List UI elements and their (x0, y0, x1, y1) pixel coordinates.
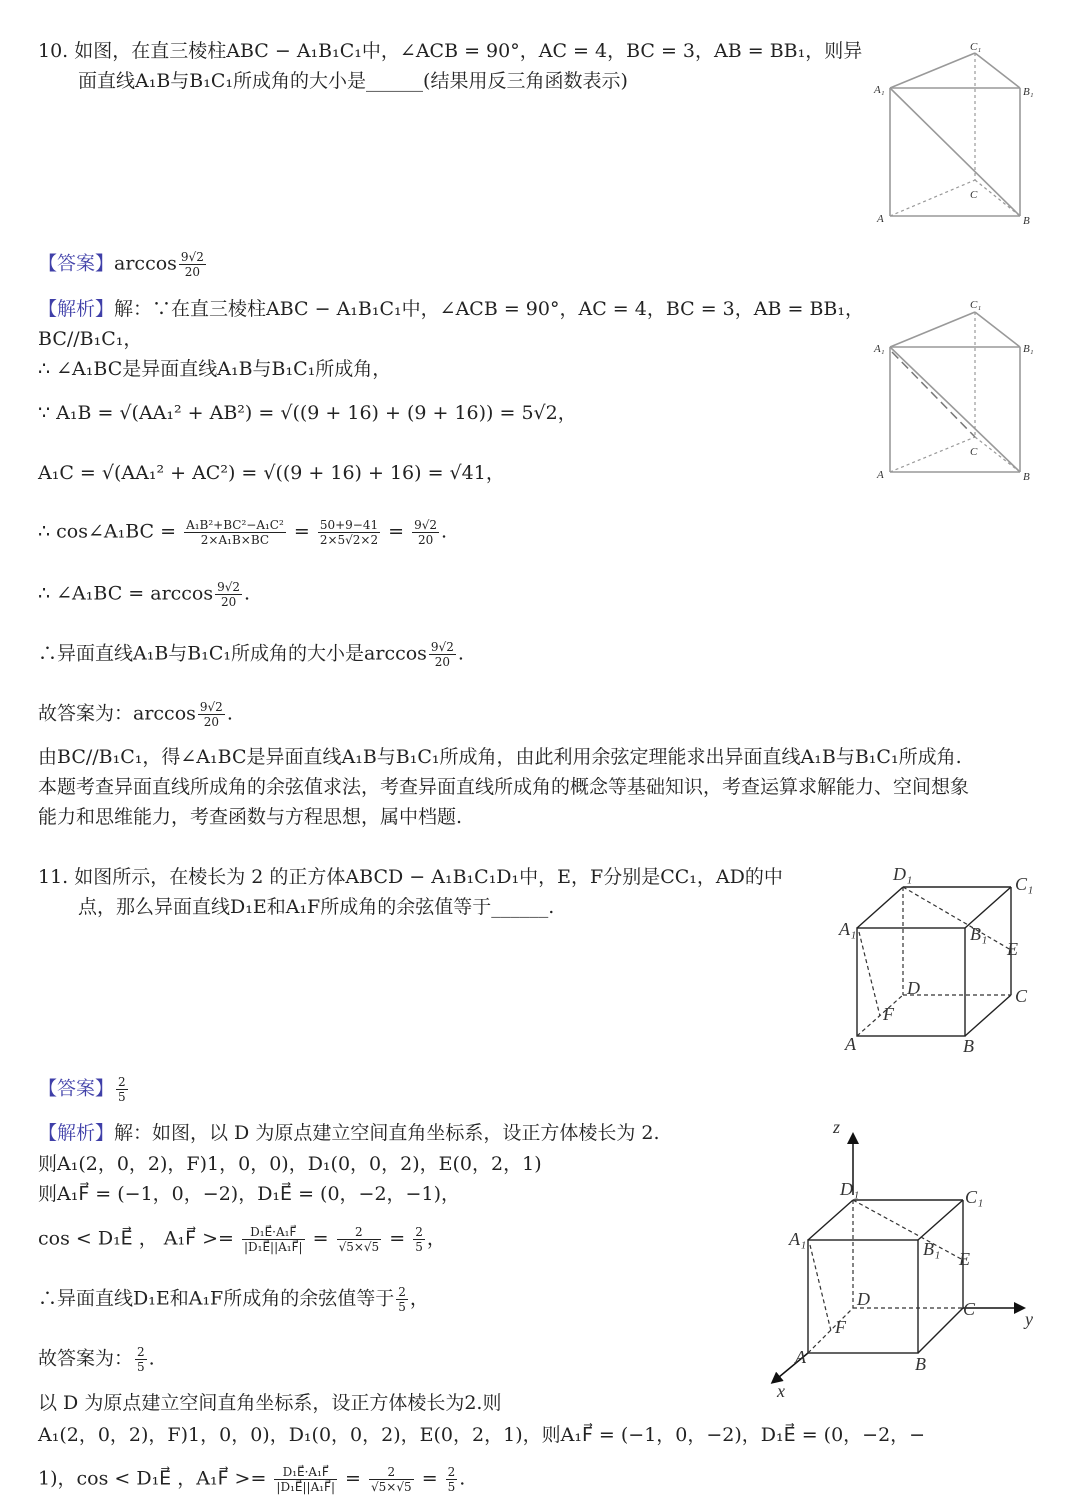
eq6-fraction (198, 700, 225, 729)
q10-eq5: ∴异面直线A₁B与B₁C₁所成角的大小是arccos $\frac{9√2}{20}$ . (38, 640, 464, 669)
analysis-tag: 【解析】 (38, 298, 115, 320)
fraction-denominator: √5×√5 (338, 1240, 380, 1254)
fraction-denominator: 5 (415, 1240, 423, 1254)
q10-number: 10. (38, 40, 69, 62)
fraction-denominator: 20 (434, 655, 451, 669)
cos-prefix: cos < D₁E⃗ ， A₁F⃗ >= (38, 1227, 234, 1250)
fraction-denominator: |D₁E⃗||A₁F⃗| (243, 1240, 303, 1254)
q10-eq1: ∵ A₁B = √(AA₁² + AB²) = √((9 + 16) + (9 + 16)) = 5√2， (38, 402, 577, 424)
cos-fraction-3 (413, 1225, 425, 1254)
label-b1: B₁ (923, 1239, 941, 1259)
fraction-numerator: 2 (137, 1345, 145, 1359)
q11-analysis-line2: 则A₁(2，0，2)，F)1，0，0)，D₁(0，0，2)，E(0，2，1) (38, 1153, 542, 1175)
label-a1: A₁ (874, 84, 885, 96)
fraction-numerator: 2 (118, 1075, 126, 1089)
label-y: y (1025, 1309, 1033, 1329)
q10-eq4: ∴ ∠A₁BC = arccos $\frac{9√2}{20}$ . (38, 580, 251, 609)
q11-conclusion: ∴异面直线D₁E和A₁F所成角的余弦值等于 $\frac{2}{5}$ ， (38, 1285, 429, 1314)
analysis-text: 解：如图，以 D 为原点建立空间直角坐标系，设正方体棱长为 2. (114, 1122, 660, 1144)
label-d: D (907, 978, 920, 998)
eq3-fraction-2 (318, 518, 380, 547)
label-d: D (857, 1289, 870, 1309)
fraction-numerator: 2 (369, 1465, 414, 1480)
fraction-denominator: 5 (447, 1480, 456, 1494)
fraction-numerator: 2 (447, 1465, 456, 1479)
answer-fraction (116, 1075, 128, 1104)
label-b1: B₁ (970, 924, 988, 944)
q11-coordinate-figure (755, 1115, 1080, 1400)
edge-a-c (890, 180, 975, 216)
label-a: A (795, 1347, 806, 1367)
fraction-denominator: 2×5√2×2 (319, 533, 379, 547)
fraction-numerator: 9√2 (430, 640, 454, 654)
fraction-numerator: D₁E⃗·A₁F⃗ (274, 1465, 337, 1480)
fraction-numerator: A₁B²+BC²−A₁C² (186, 518, 284, 532)
fraction-denominator: 20 (184, 265, 200, 279)
q11-analysis-line1 (38, 1120, 660, 1146)
cos-fraction-2 (337, 1225, 382, 1254)
label-a1: A₁ (874, 343, 885, 355)
fraction-numerator: 2 (337, 1225, 382, 1240)
fraction-denominator: 5 (137, 1360, 145, 1374)
q10-stem-line1 (38, 38, 862, 64)
label-z: z (833, 1117, 841, 1137)
conclusion-fraction (396, 1285, 408, 1314)
label-a1: A₁ (789, 1229, 807, 1249)
eq6-prefix: 故答案为：arccos (38, 702, 196, 725)
q10-analysis-line3: ∴ ∠A₁BC是异面直线A₁B与B₁C₁所成角， (38, 358, 392, 380)
label-c1: C₁ (970, 41, 982, 53)
segment-d1-e (853, 1200, 963, 1260)
summary-fraction-1 (274, 1465, 337, 1494)
fraction-denominator: |D₁E⃗||A₁F⃗| (276, 1480, 335, 1494)
equals: = (345, 1467, 361, 1490)
equals: = (389, 1227, 406, 1250)
q10-eq3: ∴ cos∠A₁BC = $\frac{\text{A₁B²+BC²−A₁C²}}{\text{2×A₁B×BC}}$ = $\frac{50+9-41}{2\times 5√2\times 2}$ = $\frac{9√2}{20}$ . (38, 518, 448, 547)
fraction-numerator: D₁E⃗·A₁F⃗ (242, 1225, 305, 1240)
q11-answer (38, 1075, 130, 1104)
label-e: E (1007, 939, 1018, 959)
edge-a1-c1 (890, 53, 975, 88)
label-a: A (877, 213, 884, 225)
fraction-denominator: 2×A₁B×BC (200, 533, 270, 547)
label-f: F (835, 1317, 846, 1337)
edge-a1-b (890, 88, 1020, 216)
q11-stem-line1 (38, 864, 783, 890)
analysis-text: 解：∵在直三棱柱ABC − A₁B₁C₁中，∠ACB = 90°，AC = 4，BC = 3，AB = BB₁， (114, 298, 864, 320)
equals: = (388, 520, 405, 543)
q10-analysis-line2: BC//B₁C₁， (38, 328, 143, 350)
label-a: A (845, 1034, 856, 1054)
segment-a1-f (859, 932, 880, 1016)
q11-summary-line2: A₁(2，0，2)，F)1，0，0)，D₁(0，0，2)，E(0，2，1)，则A₁F⃗ = (−1，0，−2)，D₁E⃗ = (0，−2，− (38, 1424, 926, 1446)
segment-d1-e (903, 887, 1011, 950)
label-b1: B₁ (1023, 86, 1034, 98)
edge-c-b (975, 180, 1020, 216)
fraction-numerator: 9√2 (414, 518, 438, 532)
label-a1: A₁ (839, 919, 857, 939)
eq5-prefix: ∴异面直线A₁B与B₁C₁所成角的大小是arccos (38, 642, 427, 665)
equals: = (312, 1227, 329, 1250)
summary-fraction-2 (369, 1465, 414, 1494)
summary-cos-prefix: 1)，cos < D₁E⃗ ，A₁F⃗ >= (38, 1467, 267, 1490)
label-c1: C₁ (1015, 874, 1034, 894)
label-d1: D₁ (893, 864, 913, 884)
q10-prism-figure (870, 38, 1050, 233)
fraction-denominator: 20 (220, 595, 237, 609)
fraction-numerator: 9√2 (180, 250, 204, 264)
label-b1: B₁ (1023, 343, 1034, 355)
edge-a1-c-dashed (892, 352, 975, 437)
label-c: C (970, 189, 978, 201)
label-c1: C₁ (970, 299, 982, 311)
label-a: A (877, 469, 884, 481)
label-b: B (1023, 215, 1030, 227)
eq4-fraction (215, 580, 242, 609)
label-b: B (1023, 471, 1030, 483)
conclusion-prefix: ∴异面直线D₁E和A₁F所成角的余弦值等于 (38, 1287, 395, 1310)
fraction-numerator: 2 (398, 1285, 406, 1299)
fraction-numerator: 9√2 (217, 580, 241, 594)
label-b: B (963, 1036, 974, 1055)
eq3-fraction-3 (412, 518, 439, 547)
q10-solution-figure (870, 292, 1050, 487)
q11-final-answer: 故答案为： $\frac{2}{5}$ . (38, 1345, 155, 1374)
q11-summary-line3: 1)，cos < D₁E⃗ ，A₁F⃗ >= $\frac{\text{D₁E⃗·A₁F⃗}}{\text{|D₁E⃗||A₁F⃗|}}$ = $\frac{2}{√5\times√5}$ = $\frac{2}{5}$ . (38, 1465, 466, 1494)
analysis-tag: 【解析】 (38, 1122, 115, 1144)
label-c: C (970, 446, 978, 458)
final-fraction (135, 1345, 147, 1374)
equals: = (293, 520, 310, 543)
q10-stem-line2: 面直线A₁B与B₁C₁所成角的大小是______(结果用反三角函数表示) (78, 70, 628, 92)
label-b: B (915, 1354, 926, 1374)
answer-prefix: arccos (114, 252, 177, 275)
q11-stem-text: 如图所示，在棱长为 2 的正方体ABCD − A₁B₁C₁D₁中，E，F分别是CC₁，AD的中 (74, 866, 783, 888)
q11-summary-line1: 以 D 为原点建立空间直角坐标系，设正方体棱长为2.则 (38, 1392, 502, 1414)
q10-analysis-line1 (38, 296, 864, 322)
q10-stem-text: 如图，在直三棱柱ABC − A₁B₁C₁中，∠ACB = 90°，AC = 4，BC = 3，AB = BB₁，则异 (74, 40, 863, 62)
summary-fraction-3 (446, 1465, 458, 1494)
fraction-denominator: 20 (203, 715, 219, 729)
q10-summary-line2: 本题考查异面直线所成角的余弦值求法，考查异面直线所成角的概念等基础知识，考查运算求解能力、空间想象 (38, 776, 970, 798)
fraction-numerator: 2 (415, 1225, 423, 1239)
q10-summary-line3: 能力和思维能力，考查函数与方程思想，属中档题. (38, 806, 463, 828)
equals: = (421, 1467, 438, 1490)
eq3-prefix: ∴ cos∠A₁BC = (38, 520, 177, 543)
label-x: x (777, 1381, 785, 1400)
final-prefix: 故答案为： (38, 1347, 134, 1370)
answer-tag: 【答案】 (38, 1077, 115, 1100)
answer-fraction (179, 250, 206, 279)
q11-analysis-line3: 则A₁F⃗ = (−1，0，−2)，D₁E⃗ = (0，−2，−1)， (38, 1183, 460, 1205)
q11-number: 11. (38, 866, 69, 888)
fraction-denominator: 5 (118, 1090, 126, 1104)
fraction-numerator: 9√2 (199, 700, 223, 714)
cos-fraction-1 (242, 1225, 305, 1254)
segment-a1-f (810, 1245, 831, 1331)
q10-eq2: A₁C = √(AA₁² + AC²) = √((9 + 16) + 16) = √41， (38, 462, 505, 484)
eq3-fraction-1 (184, 518, 286, 547)
label-c: C (963, 1299, 976, 1319)
edge-c1-b1 (975, 53, 1020, 88)
label-c: C (1015, 986, 1028, 1006)
q10-eq6: 故答案为：arccos $\frac{9√2}{20}$ . (38, 700, 233, 729)
q11-cos-equation: cos < D₁E⃗ ， A₁F⃗ >= $\frac{\text{D₁E⃗·A₁F⃗}}{\text{|D₁E⃗||A₁F⃗|}}$ = $\frac{2}{√5\times√5}$ = $\frac{2}{5}$ ， (38, 1225, 446, 1254)
eq4-prefix: ∴ ∠A₁BC = arccos (38, 582, 214, 605)
fraction-denominator: √5×√5 (371, 1480, 412, 1494)
fraction-denominator: 5 (398, 1300, 406, 1314)
label-e: E (959, 1249, 970, 1269)
q11-stem-line2: 点，那么异面直线D₁E和A₁F所成角的余弦值等于______. (78, 896, 555, 918)
q10-summary-line1: 由BC//B₁C₁，得∠A₁BC是异面直线A₁B与B₁C₁所成角，由此利用余弦定理能求出异面直线A₁B与B₁C₁所成角. (38, 746, 962, 768)
label-c1: C₁ (965, 1187, 984, 1207)
eq5-fraction (429, 640, 456, 669)
fraction-denominator: 20 (417, 533, 434, 547)
label-f: F (883, 1004, 894, 1024)
answer-tag: 【答案】 (38, 252, 115, 275)
fraction-numerator: 50+9−41 (319, 518, 379, 532)
q10-answer (38, 250, 208, 279)
label-d1: D₁ (840, 1179, 860, 1199)
q11-cube-figure (835, 860, 1080, 1055)
